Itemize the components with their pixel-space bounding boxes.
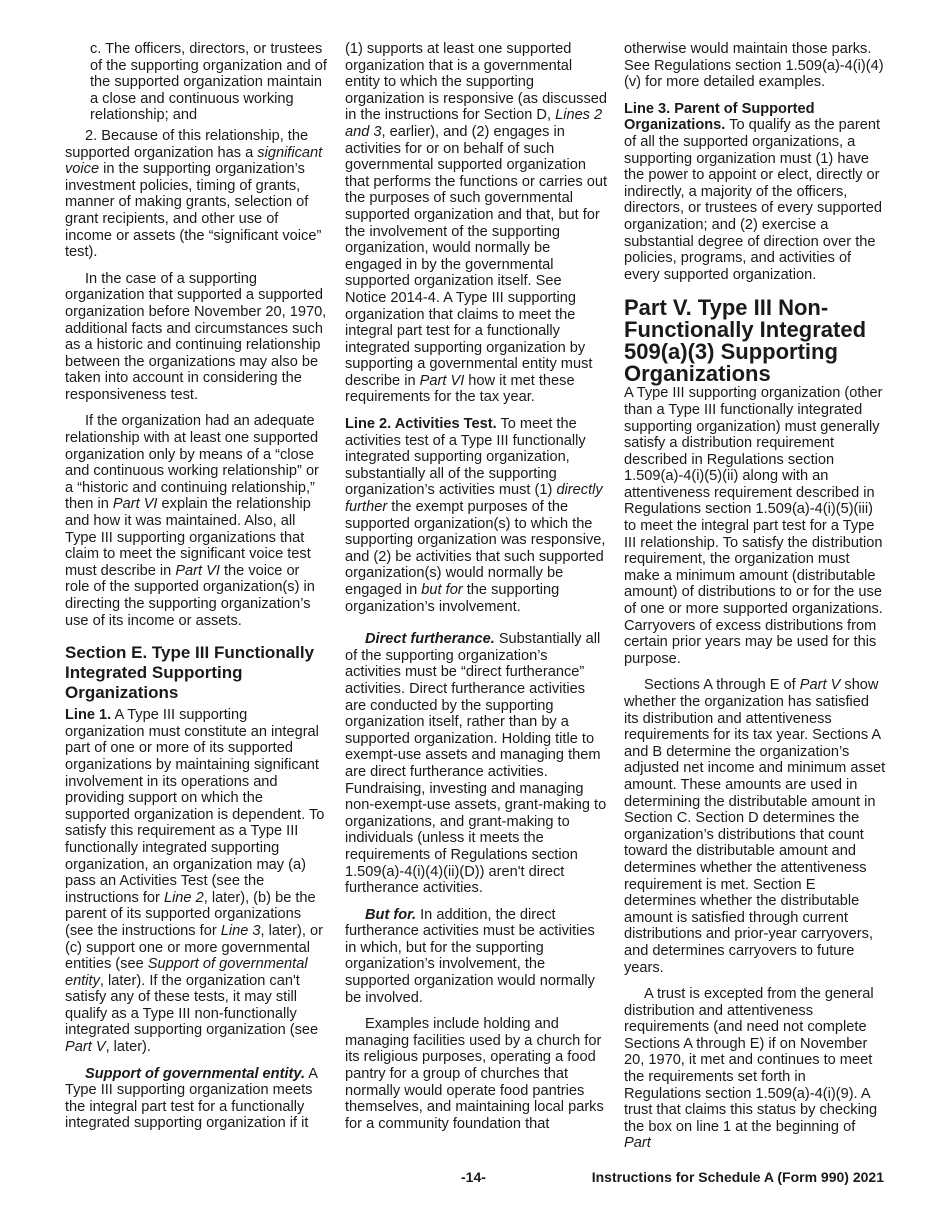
paragraph-nov-1970: In the case of a supporting organization that supported a supported organization before November 20, 1970, additional facts and circumstances such as a historic and continuing relationship between the organizations may also be taken into account in considering the responsiveness test. (65, 270, 327, 403)
part-v-heading: Part V. Type III Non-Functionally Integrated 509(a)(3) Supporting Organizations (624, 295, 867, 387)
form-title: Instructions for Schedule A (Form 990) 2021 (591, 1169, 884, 1185)
paragraph-sections-a-through-e: Sections A through E of Part V show whether the organization has satisfied its distribution and attentiveness requirements for its tax year. Sections A and B determine the organization’s adjusted net income and minimum asset amount. These amounts are used in determining the distributable amount in Section C. Section D determines the organization’s distributions that count toward the distributable amount and determines whether the attentiveness requirement is met. Section E determines whether the distributable amount is satisfied through current distributions and prior-year carryovers, and determines carryovers to future years. (624, 677, 886, 976)
list-item-c: c. The officers, directors, or trustees of the supporting organization and of the supported organization maintain a close and continuous working relationship; and (90, 41, 327, 124)
paragraph-but-for: But for. In addition, the direct furtherance activities must be activities in which, but for the supporting organization’s involvement, the supported organization would normally be involved. (345, 906, 595, 1006)
paragraph-examples: Examples include holding and managing facilities used by a church for its religious purposes, operating a food pantry for a group of churches that normally would operate food pantries themselves, and maintaining local parks for a community foundation that (345, 1016, 604, 1132)
column-left (65, 41, 327, 1142)
list-item-2: 2. Because of this relationship, the supported organization has a significant voice in the supporting organization’s investment policies, timing of grants, manner of making grants, selection of grant recipients, and other use of income or assets (the “significant voice” test). (65, 127, 323, 261)
section-e-heading: Section E. Type III Functionally Integrated Supporting Organizations (65, 643, 315, 703)
paragraph-governmental-continued: (1) supports at least one supported organization that is a governmental entity to which the supporting organization is responsive (as discussed in the instructions for Section D, Lines 2 and 3, earlier), and (2) engages in activities for or on behalf of such governmental supported organization that performs the functions or carries out the purposes of such governmental supported organization and that, but for the involvement of the supporting organization, would normally be engaged in by the governmental supported organization itself. See Notice 2014-4. A Type III supporting organization that claims to meet the integral part test for a functionally integrated supporting organization by supporting a governmental entity must describe in Part VI how it met these requirements for the tax year. (345, 41, 608, 406)
paragraph-part-v-intro: A Type III supporting organization (other than a Type III functionally integrated supporting organization) must generally satisfy a distribution requirement described in Regulations section 1.509(a)-4(i)(5)(ii) along with an attentiveness requirement described in Regulations section 1.509(a)-4(i)(5)(iii) to meet the integral part test for a Type III relationship. To satisfy the distribution requirement, the organization must make a minimum amount (distributable amount) of distributions to or for the use of one or more supported organizations. Carryovers of excess distributions from certain prior years may be used for this purpose. (624, 385, 883, 667)
paragraph-direct-furtherance: Direct furtherance. Substantially all of the supporting organization’s activities must be “direct furtherance” activities. Direct furtherance activities are conducted by the supporting organization itself, rather than by a supported organization. Holding title to exempt-use assets and managing them are direct furtherance activities. Fundraising, investing and managing non-exempt-use assets, grant-making to organizations, and grant-making to individuals (unless it meets the requirements of Regulations section 1.509(a)-4(i)(4)(ii)(D)) aren't direct furtherance activities. (345, 631, 607, 897)
paragraph-adequate-relationship: If the organization had an adequate relationship with at least one supported organization only by means of a “close and continuous working relationship” or a “historic and continuing relationship,” then in Part VI explain the relationship and how it was maintained. Also, all Type III supporting organizations that claim to meet the significant voice test must describe in Part VI the voice or role of the supported organization(s) in directing the supporting organization’s use of its income or assets. (65, 413, 319, 629)
column-right (624, 41, 886, 1162)
paragraph-support-governmental-entity: Support of governmental entity. A Type III supporting organization meets the integral part test for a functionally integrated supporting organization if it (65, 1065, 318, 1132)
page-footer (0, 1169, 950, 1189)
paragraph-parks-continued: otherwise would maintain those parks. See Regulations section 1.509(a)-4(i)(4)(v) for more detailed examples. (624, 41, 884, 91)
paragraph-line-3: Line 3. Parent of Supported Organizations. To qualify as the parent of all the supported organizations, a supporting organization must (1) have the power to appoint or elect, directly or indirectly, a majority of the officers, directors, or trustees of every supported organization; and (2) exercise a substantial degree of direction over the policies, programs, and activities of every supported organization. (624, 100, 882, 283)
column-middle (345, 41, 607, 1142)
page-number: -14- (461, 1169, 486, 1185)
paragraph-line-1: Line 1. A Type III supporting organization must constitute an integral part of one or more of its supported organizations by maintaining significant involvement in its operations and providing support on which the supported organization is dependent. To satisfy this requirement as a Type III functionally integrated supporting organization, an organization may (a) pass an Activities Test (see the instructions for Line 2, later), (b) be the parent of its supported organizations (see the instructions for Line 3, later), or (c) support one or more governmental entities (see Support of governmental entity, later). If the organization can't satisfy any of these tests, it may still qualify as a Type III non-functionally integrated supporting organization (see Part V, later). (65, 707, 325, 1056)
paragraph-trust-exception: A trust is excepted from the general distribution and attentiveness requirements (and need not complete Sections A through E) if on November 20, 1970, it met and continues to meet the requirements set forth in Regulations section 1.509(a)-4(i)(9). A trust that claims this status by checking the box on line 1 at the beginning of Part (624, 986, 878, 1152)
paragraph-line-2: Line 2. Activities Test. To meet the activities test of a Type III functionally integrated supporting organization, substantially all of the supporting organization’s activities must (1) directly further the exempt purposes of the supported organization(s) to which the supporting organization was responsive, and (2) be activities that such supported organization(s) would normally be engaged in but for the supporting organization’s involvement. (345, 416, 606, 615)
